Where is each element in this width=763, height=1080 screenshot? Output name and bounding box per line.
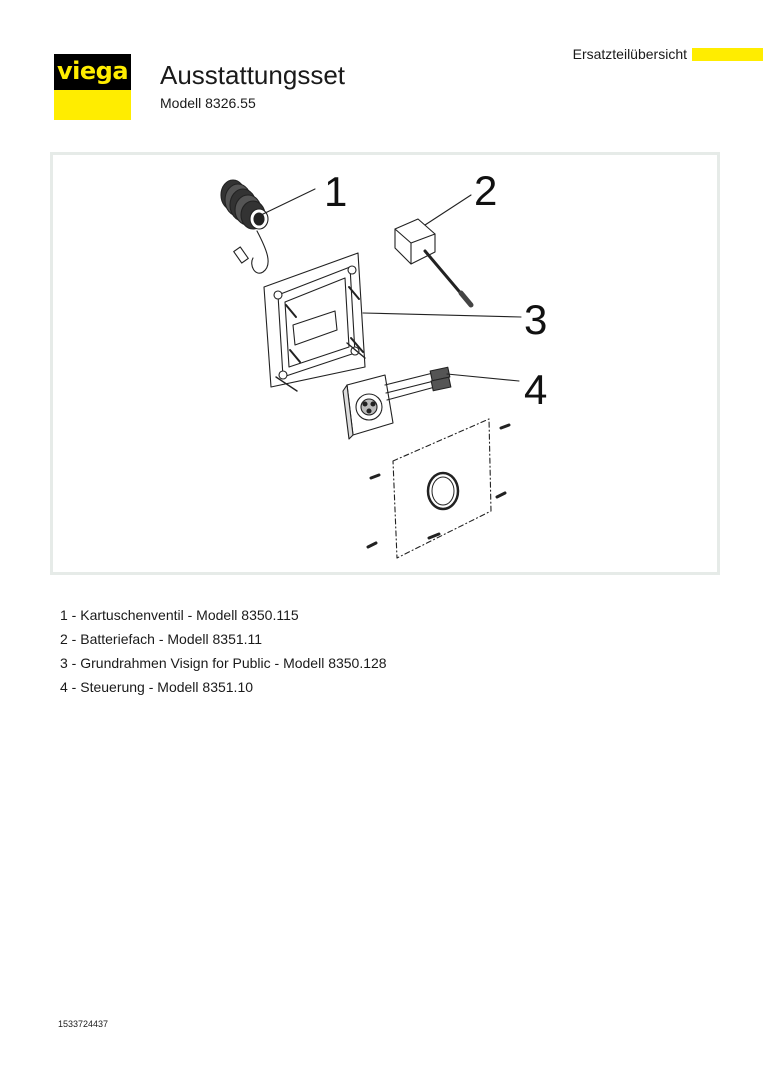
- page-title: Ausstattungsset: [160, 60, 345, 90]
- document-number: 1533724437: [58, 1019, 109, 1029]
- document-type-label: Ersatzteilübersicht: [572, 46, 687, 62]
- logo-yellow-block: [54, 90, 131, 120]
- control-unit-icon: [343, 367, 451, 439]
- cartridge-valve-icon: [221, 180, 268, 273]
- accent-bar: [692, 48, 763, 61]
- list-item: 3 - Grundrahmen Visign for Public - Modell 8350.128: [60, 655, 387, 671]
- list-item: 2 - Batteriefach - Modell 8351.11: [60, 631, 263, 647]
- base-frame-icon: [264, 253, 365, 391]
- list-item: 1 - Kartuschenventil - Modell 8350.115: [60, 607, 299, 623]
- logo-text: viega: [56, 57, 129, 85]
- leader-line-2: [425, 195, 471, 225]
- callout-number: 4: [524, 366, 548, 413]
- parts-list: [60, 603, 387, 699]
- exploded-view-figure: [50, 152, 720, 575]
- battery-compartment-icon: [395, 219, 471, 305]
- exploded-view-drawing: [53, 155, 717, 572]
- cover-plate-icon: [368, 419, 509, 558]
- list-item: 4 - Steuerung - Modell 8351.10: [60, 679, 254, 695]
- callout-number: 3: [524, 296, 548, 343]
- leader-line-4: [447, 374, 519, 381]
- viega-logo: [54, 54, 131, 120]
- leader-line-1: [261, 189, 315, 215]
- leader-line-3: [363, 313, 521, 317]
- callout-number: 1: [324, 168, 348, 215]
- page-subtitle: Modell 8326.55: [160, 95, 256, 111]
- callout-number: 2: [474, 167, 498, 214]
